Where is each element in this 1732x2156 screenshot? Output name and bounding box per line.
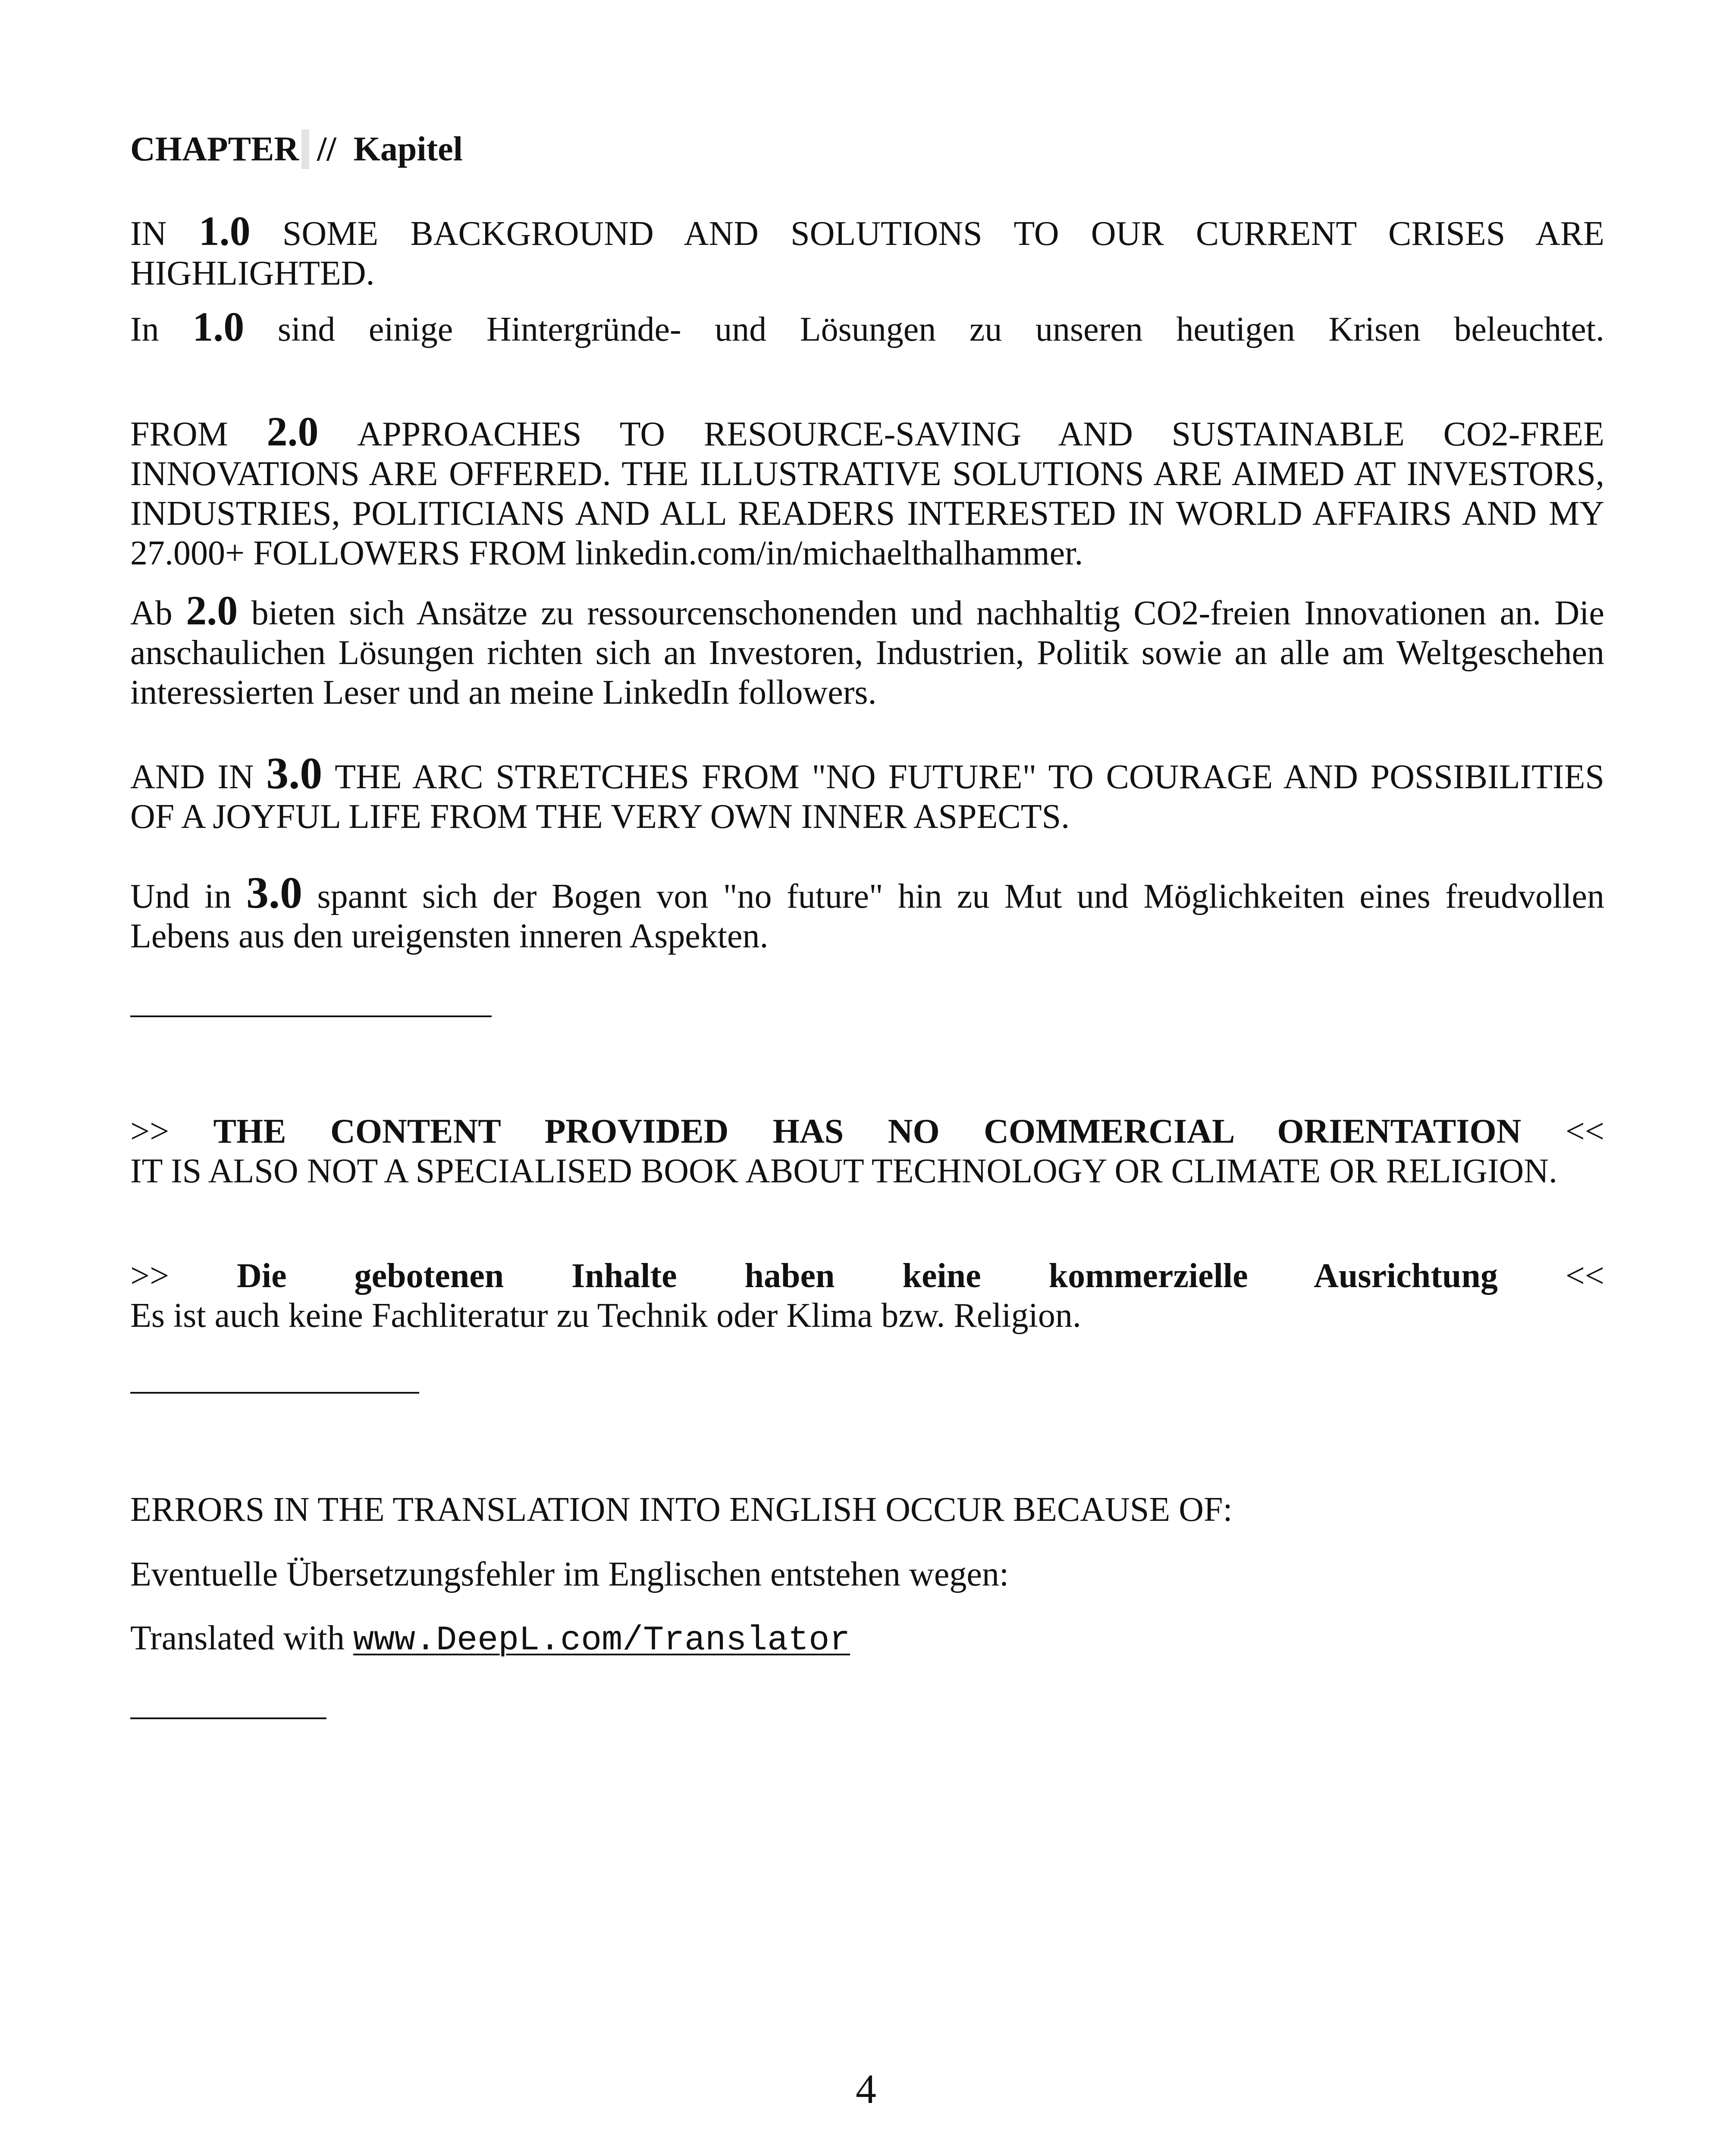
section3-de-pre: Und in bbox=[130, 877, 232, 915]
notice-en-open: >> bbox=[130, 1112, 169, 1150]
translation-credit bbox=[130, 1618, 1604, 1661]
section2-de-text: bieten sich Ansätze zu ressourcenschonenden und nachhaltig CO2-freien Innovationen an. Die anschaulichen Lösungen richten sich an Investoren, Industrien, Politik sowie an alle am Weltgeschehen interessierten Leser und an meine LinkedIn followers. bbox=[130, 594, 1605, 711]
notice-en-close: << bbox=[1565, 1112, 1605, 1150]
section2-number-de: 2.0 bbox=[186, 587, 238, 633]
section3-de-text: spannt sich der Bogen von "no future" hin zu Mut und Möglichkeiten eines freudvollen Lebens aus den ureigensten inneren Aspekten. bbox=[130, 877, 1605, 955]
notice-english bbox=[130, 1112, 1604, 1191]
chapter-label-de: Kapitel bbox=[353, 130, 463, 168]
page-number: 4 bbox=[856, 2066, 876, 2112]
chapter-heading bbox=[130, 129, 1604, 169]
section1-german bbox=[130, 304, 1605, 350]
divider-line bbox=[130, 1717, 326, 1719]
section1-de-pre: In bbox=[130, 310, 159, 348]
section3-number: 3.0 bbox=[266, 749, 323, 798]
section3-english bbox=[130, 749, 1604, 837]
notice-de-close: << bbox=[1565, 1257, 1605, 1295]
translation-credit-prefix: Translated with bbox=[130, 1619, 345, 1657]
chapter-label: CHAPTER bbox=[130, 130, 299, 168]
section1-english bbox=[130, 208, 1605, 293]
notice-de-open: >> bbox=[130, 1257, 169, 1295]
section1-number-de: 1.0 bbox=[192, 304, 245, 350]
section1-en-text: SOME BACKGROUND AND SOLUTIONS TO OUR CURRENT CRISES ARE HIGHLIGHTED. bbox=[130, 215, 1605, 292]
section2-german bbox=[130, 587, 1605, 712]
section1-de-text: sind einige Hintergründe- und Lösungen zu unseren heutigen Krisen beleuchtet. bbox=[277, 310, 1605, 348]
divider-line bbox=[130, 1015, 492, 1017]
translation-note-german: Eventuelle Übersetzungsfehler im Englischen entstehen wegen: bbox=[130, 1555, 1009, 1593]
section1-number: 1.0 bbox=[198, 208, 251, 254]
section3-number-de: 3.0 bbox=[246, 868, 303, 918]
notice-de-title: Die gebotenen Inhalte haben keine kommerzielle Ausrichtung bbox=[237, 1257, 1498, 1295]
notice-en-title: THE CONTENT PROVIDED HAS NO COMMERCIAL ORIENTATION bbox=[213, 1112, 1522, 1150]
translation-note-english: ERRORS IN THE TRANSLATION INTO ENGLISH OCCUR BECAUSE OF: bbox=[130, 1491, 1233, 1529]
section2-number: 2.0 bbox=[267, 408, 319, 454]
notice-en-body: IT IS ALSO NOT A SPECIALISED BOOK ABOUT TECHNOLOGY OR CLIMATE OR RELIGION. bbox=[130, 1152, 1558, 1190]
section1-en-pre: IN bbox=[130, 215, 167, 253]
divider-line bbox=[130, 1392, 419, 1394]
section3-en-text: THE ARC STRETCHES FROM "NO FUTURE" TO COURAGE AND POSSIBILITIES OF A JOYFUL LIFE FROM THE VERY OWN INNER ASPECTS. bbox=[130, 758, 1604, 836]
notice-german bbox=[130, 1256, 1604, 1335]
section2-en-text: APPROACHES TO RESOURCE-SAVING AND SUSTAINABLE CO2-FREE INNOVATIONS ARE OFFERED. THE ILLUSTRATIVE SOLUTIONS ARE AIMED AT INVESTORS, INDUSTRIES, POLITICIANS AND ALL READERS INTERESTED IN WORLD AFFAIRS AND MY 27.000+ FOLLOWERS FROM linkedin.com/in/michaelthalhammer. bbox=[130, 415, 1605, 572]
section2-en-pre: FROM bbox=[130, 415, 228, 453]
notice-de-title-line bbox=[130, 1256, 1604, 1296]
notice-de-body: Es ist auch keine Fachliteratur zu Technik oder Klima bzw. Religion. bbox=[130, 1297, 1081, 1335]
section3-german bbox=[130, 868, 1605, 956]
section2-english bbox=[130, 408, 1605, 573]
chapter-separator: // bbox=[317, 130, 336, 168]
section3-en-pre: AND IN bbox=[130, 758, 254, 796]
notice-en-title-line bbox=[130, 1112, 1604, 1151]
deepl-link[interactable]: www.DeepL.com/Translator bbox=[353, 1621, 850, 1660]
section2-de-pre: Ab bbox=[130, 594, 173, 632]
text-cursor-highlight bbox=[301, 129, 309, 169]
